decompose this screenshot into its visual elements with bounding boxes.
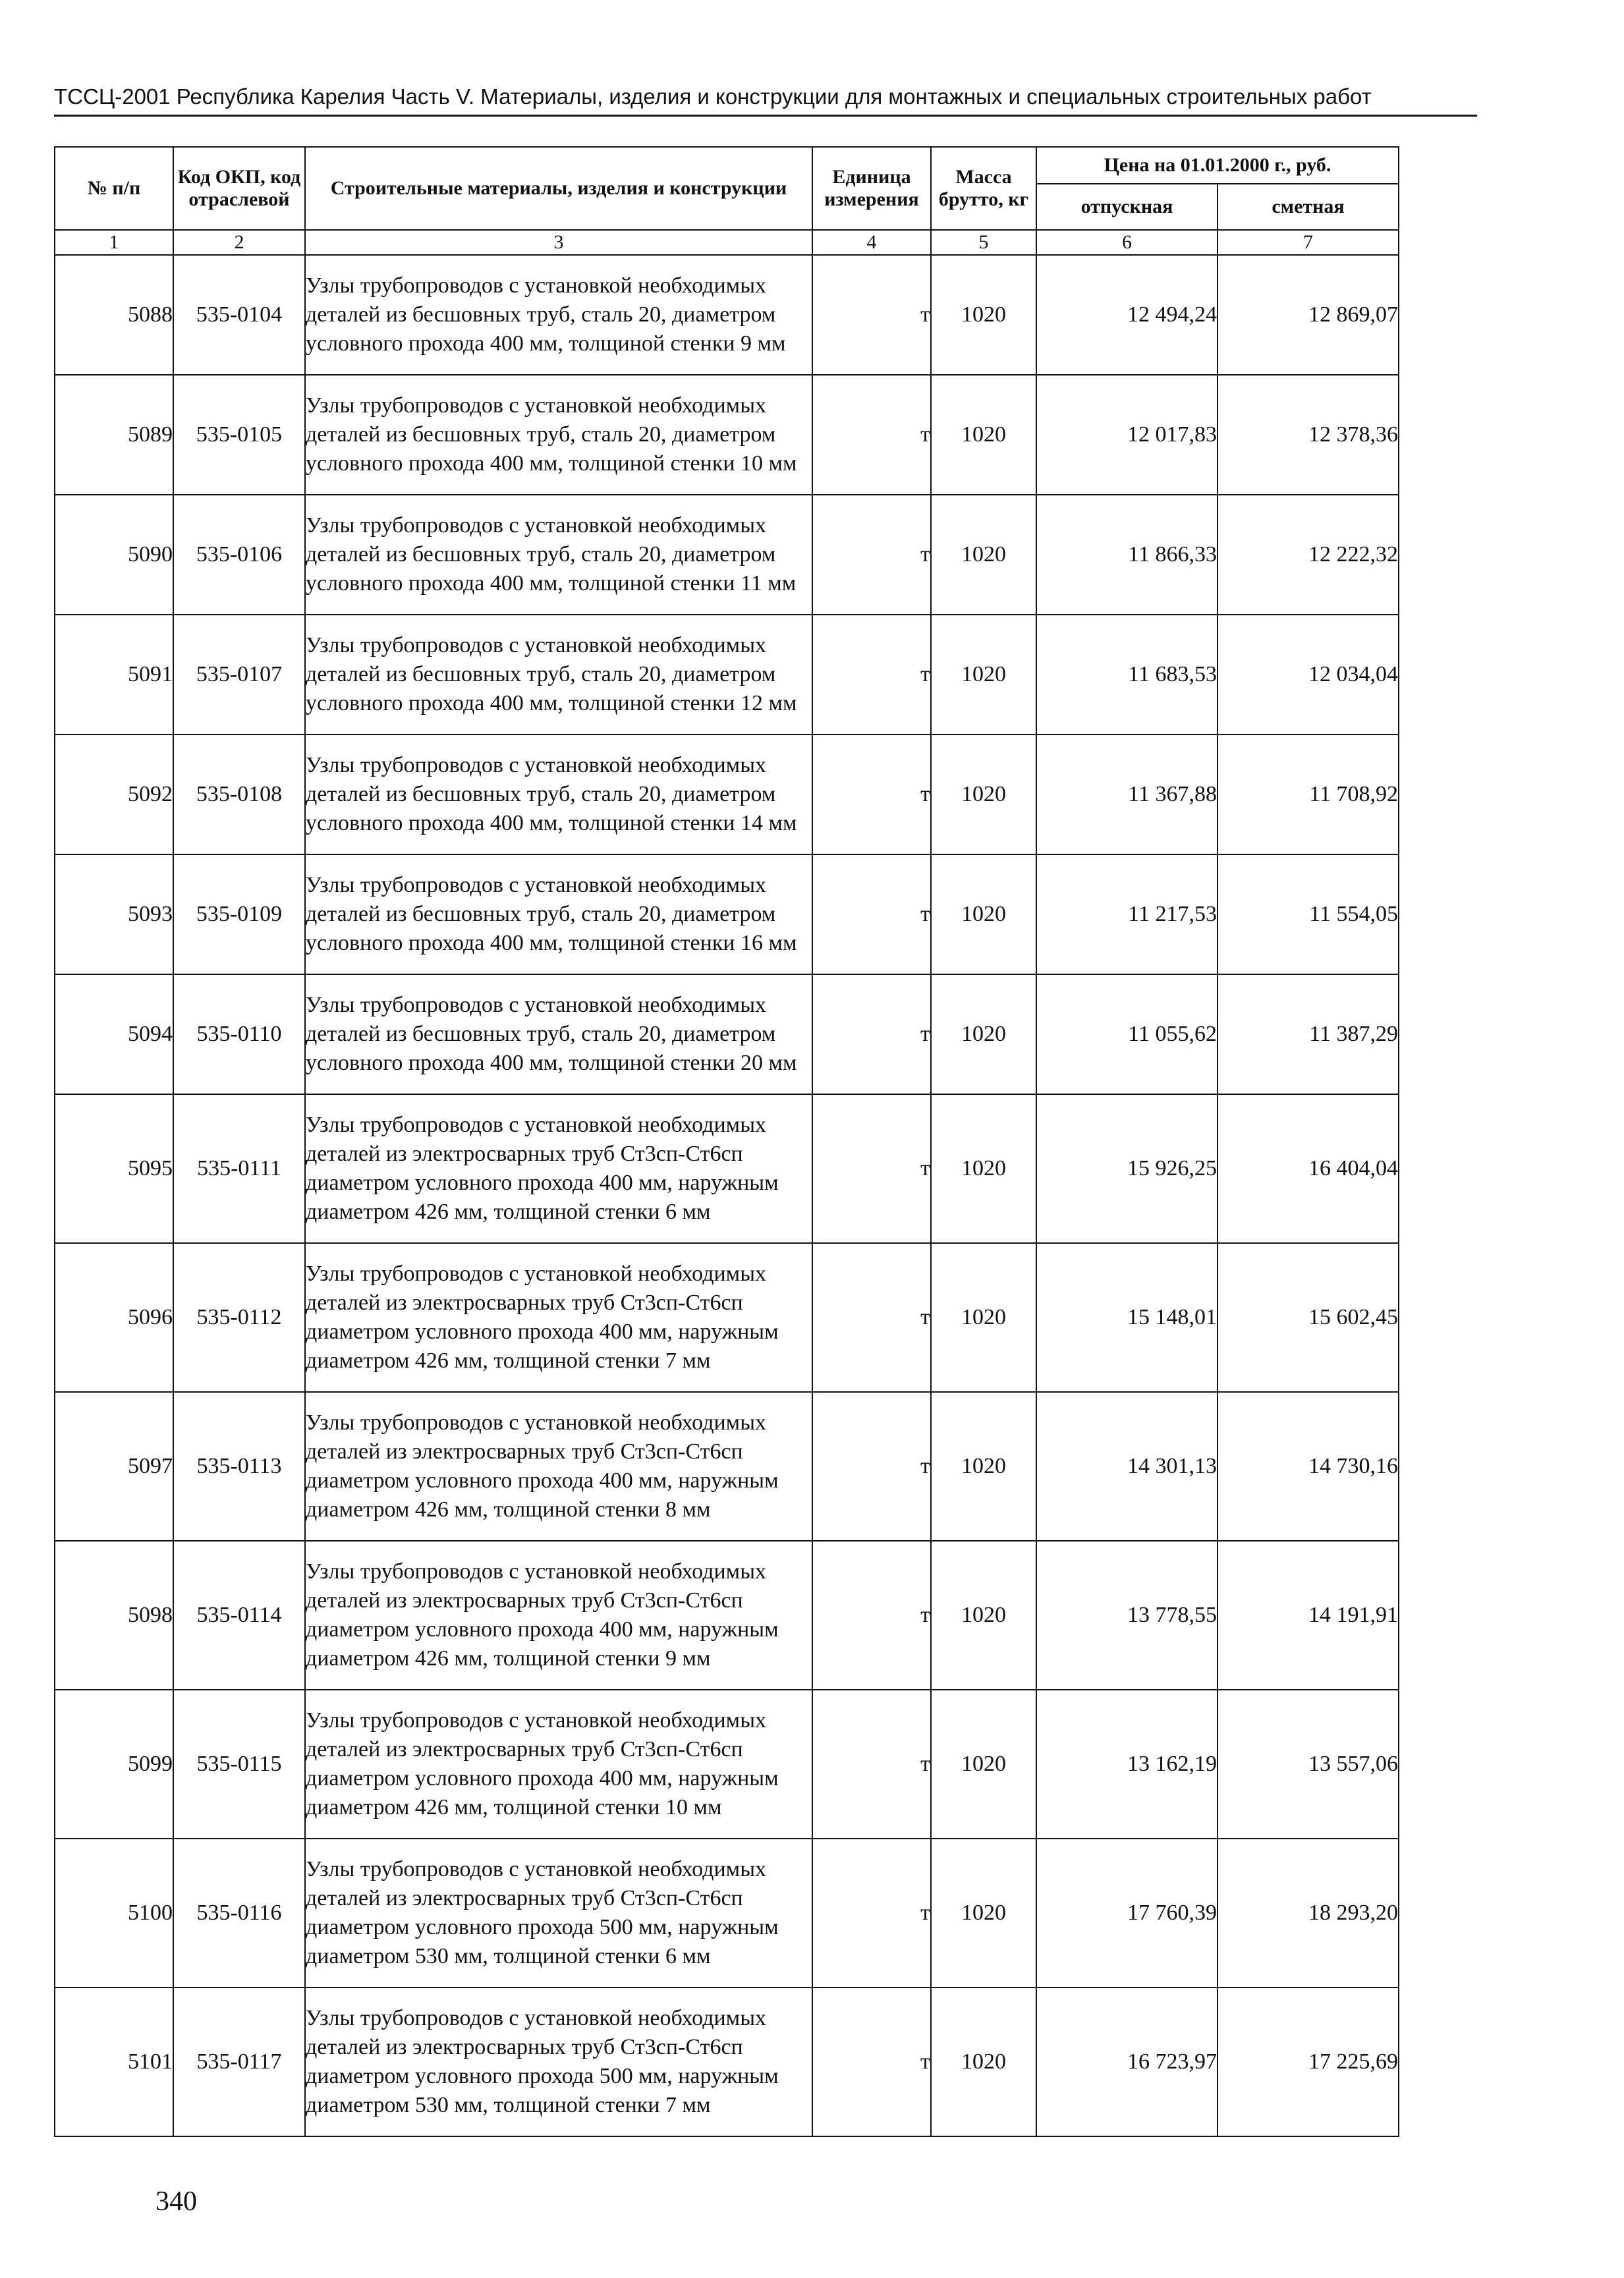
row-code: 535-0116 (173, 1839, 305, 1987)
row-mass: 1020 (931, 255, 1036, 375)
row-price-release: 12 017,83 (1036, 375, 1218, 495)
row-num: 5097 (55, 1392, 173, 1541)
column-number: 3 (305, 230, 812, 255)
row-description: Узлы трубопроводов с установкой необходимых деталей из бесшовных труб, сталь 20, диаметром условного прохода 400 мм, толщиной стенки 16 мм (305, 854, 812, 974)
row-mass: 1020 (931, 615, 1036, 735)
column-number: 7 (1218, 230, 1399, 255)
row-description: Узлы трубопроводов с установкой необходимых деталей из электросварных труб Ст3сп-Ст6сп диаметром условного прохода 400 мм, наружным диаметром 426 мм, толщиной стенки 10 мм (305, 1690, 812, 1839)
header-code: Код ОКП, код отраслевой (173, 147, 305, 230)
header-unit: Единица измерения (812, 147, 931, 230)
row-price-release: 14 301,13 (1036, 1392, 1218, 1541)
row-unit: т (812, 1839, 931, 1987)
row-description: Узлы трубопроводов с установкой необходимых деталей из бесшовных труб, сталь 20, диаметром условного прохода 400 мм, толщиной стенки 9 мм (305, 255, 812, 375)
row-price-release: 11 367,88 (1036, 735, 1218, 854)
row-price-estimate: 15 602,45 (1218, 1243, 1399, 1392)
row-description: Узлы трубопроводов с установкой необходимых деталей из электросварных труб Ст3сп-Ст6сп диаметром условного прохода 500 мм, наружным диаметром 530 мм, толщиной стенки 7 мм (305, 1987, 812, 2136)
row-price-estimate: 12 378,36 (1218, 375, 1399, 495)
row-mass: 1020 (931, 854, 1036, 974)
row-unit: т (812, 854, 931, 974)
header-name: Строительные материалы, изделия и конструкции (305, 147, 812, 230)
row-code: 535-0104 (173, 255, 305, 375)
row-unit: т (812, 1541, 931, 1690)
table-row (55, 1839, 1399, 1987)
table-row (55, 255, 1399, 375)
header-price-release: отпускная (1036, 184, 1218, 230)
row-unit: т (812, 615, 931, 735)
table-row (55, 854, 1399, 974)
row-unit: т (812, 375, 931, 495)
row-description: Узлы трубопроводов с установкой необходимых деталей из бесшовных труб, сталь 20, диаметром условного прохода 400 мм, толщиной стенки 14 мм (305, 735, 812, 854)
row-code: 535-0117 (173, 1987, 305, 2136)
table-row (55, 1541, 1399, 1690)
column-number: 5 (931, 230, 1036, 255)
row-mass: 1020 (931, 1094, 1036, 1243)
row-description: Узлы трубопроводов с установкой необходимых деталей из электросварных труб Ст3сп-Ст6сп диаметром условного прохода 400 мм, наружным диаметром 426 мм, толщиной стенки 8 мм (305, 1392, 812, 1541)
row-price-estimate: 16 404,04 (1218, 1094, 1399, 1243)
row-unit: т (812, 255, 931, 375)
row-num: 5095 (55, 1094, 173, 1243)
row-num: 5096 (55, 1243, 173, 1392)
row-price-estimate: 11 387,29 (1218, 974, 1399, 1094)
row-mass: 1020 (931, 1541, 1036, 1690)
row-price-release: 15 926,25 (1036, 1094, 1218, 1243)
row-price-estimate: 18 293,20 (1218, 1839, 1399, 1987)
row-price-release: 11 683,53 (1036, 615, 1218, 735)
row-price-estimate: 14 191,91 (1218, 1541, 1399, 1690)
row-unit: т (812, 735, 931, 854)
row-price-release: 12 494,24 (1036, 255, 1218, 375)
row-mass: 1020 (931, 974, 1036, 1094)
row-num: 5091 (55, 615, 173, 735)
table-row (55, 1243, 1399, 1392)
page-number: 340 (155, 2186, 197, 2217)
header-mass: Масса брутто, кг (931, 147, 1036, 230)
row-code: 535-0112 (173, 1243, 305, 1392)
column-number: 1 (55, 230, 173, 255)
row-price-release: 13 162,19 (1036, 1690, 1218, 1839)
table-row (55, 615, 1399, 735)
row-num: 5090 (55, 495, 173, 615)
row-num: 5093 (55, 854, 173, 974)
row-price-estimate: 14 730,16 (1218, 1392, 1399, 1541)
table-row (55, 1094, 1399, 1243)
row-code: 535-0105 (173, 375, 305, 495)
row-code: 535-0115 (173, 1690, 305, 1839)
row-num: 5101 (55, 1987, 173, 2136)
row-description: Узлы трубопроводов с установкой необходимых деталей из электросварных труб Ст3сп-Ст6сп диаметром условного прохода 500 мм, наружным диаметром 530 мм, толщиной стенки 6 мм (305, 1839, 812, 1987)
row-num: 5089 (55, 375, 173, 495)
row-price-estimate: 17 225,69 (1218, 1987, 1399, 2136)
row-mass: 1020 (931, 1987, 1036, 2136)
row-price-release: 15 148,01 (1036, 1243, 1218, 1392)
row-price-release: 13 778,55 (1036, 1541, 1218, 1690)
column-number: 6 (1036, 230, 1218, 255)
row-unit: т (812, 1243, 931, 1392)
row-description: Узлы трубопроводов с установкой необходимых деталей из электросварных труб Ст3сп-Ст6сп диаметром условного прохода 400 мм, наружным диаметром 426 мм, толщиной стенки 6 мм (305, 1094, 812, 1243)
row-num: 5094 (55, 974, 173, 1094)
row-num: 5098 (55, 1541, 173, 1690)
row-description: Узлы трубопроводов с установкой необходимых деталей из электросварных труб Ст3сп-Ст6сп диаметром условного прохода 400 мм, наружным диаметром 426 мм, толщиной стенки 7 мм (305, 1243, 812, 1392)
header-num: № п/п (55, 147, 173, 230)
row-code: 535-0111 (173, 1094, 305, 1243)
row-mass: 1020 (931, 1839, 1036, 1987)
header-price-estimate: сметная (1218, 184, 1399, 230)
row-num: 5088 (55, 255, 173, 375)
row-mass: 1020 (931, 1243, 1036, 1392)
column-number: 2 (173, 230, 305, 255)
row-code: 535-0114 (173, 1541, 305, 1690)
row-price-estimate: 12 034,04 (1218, 615, 1399, 735)
row-num: 5100 (55, 1839, 173, 1987)
table-row (55, 495, 1399, 615)
row-code: 535-0106 (173, 495, 305, 615)
table-row (55, 375, 1399, 495)
row-code: 535-0107 (173, 615, 305, 735)
page-header: ТССЦ-2001 Республика Карелия Часть V. Материалы, изделия и конструкции для монтажных и специальных строительных работ (54, 84, 1372, 109)
row-description: Узлы трубопроводов с установкой необходимых деталей из бесшовных труб, сталь 20, диаметром условного прохода 400 мм, толщиной стенки 20 мм (305, 974, 812, 1094)
row-description: Узлы трубопроводов с установкой необходимых деталей из электросварных труб Ст3сп-Ст6сп диаметром условного прохода 400 мм, наружным диаметром 426 мм, толщиной стенки 9 мм (305, 1541, 812, 1690)
row-code: 535-0113 (173, 1392, 305, 1541)
row-description: Узлы трубопроводов с установкой необходимых деталей из бесшовных труб, сталь 20, диаметром условного прохода 400 мм, толщиной стенки 10 мм (305, 375, 812, 495)
table-row (55, 735, 1399, 854)
row-price-release: 11 055,62 (1036, 974, 1218, 1094)
row-mass: 1020 (931, 495, 1036, 615)
row-unit: т (812, 1987, 931, 2136)
header-price-group: Цена на 01.01.2000 г., руб. (1036, 147, 1399, 184)
row-price-estimate: 12 869,07 (1218, 255, 1399, 375)
row-unit: т (812, 495, 931, 615)
row-description: Узлы трубопроводов с установкой необходимых деталей из бесшовных труб, сталь 20, диаметром условного прохода 400 мм, толщиной стенки 11 мм (305, 495, 812, 615)
header-rule (54, 115, 1477, 117)
table-row (55, 974, 1399, 1094)
table-row (55, 1987, 1399, 2136)
row-price-estimate: 11 554,05 (1218, 854, 1399, 974)
row-code: 535-0110 (173, 974, 305, 1094)
row-price-release: 11 217,53 (1036, 854, 1218, 974)
table-row (55, 1392, 1399, 1541)
row-code: 535-0109 (173, 854, 305, 974)
row-price-release: 11 866,33 (1036, 495, 1218, 615)
table-row (55, 1690, 1399, 1839)
row-mass: 1020 (931, 1690, 1036, 1839)
row-unit: т (812, 1690, 931, 1839)
column-number: 4 (812, 230, 931, 255)
row-num: 5099 (55, 1690, 173, 1839)
row-mass: 1020 (931, 375, 1036, 495)
row-price-release: 17 760,39 (1036, 1839, 1218, 1987)
row-unit: т (812, 1392, 931, 1541)
row-price-estimate: 11 708,92 (1218, 735, 1399, 854)
row-mass: 1020 (931, 735, 1036, 854)
row-price-estimate: 13 557,06 (1218, 1690, 1399, 1839)
price-table (54, 146, 1399, 2137)
row-description: Узлы трубопроводов с установкой необходимых деталей из бесшовных труб, сталь 20, диаметром условного прохода 400 мм, толщиной стенки 12 мм (305, 615, 812, 735)
row-num: 5092 (55, 735, 173, 854)
row-mass: 1020 (931, 1392, 1036, 1541)
row-unit: т (812, 1094, 931, 1243)
row-unit: т (812, 974, 931, 1094)
row-price-estimate: 12 222,32 (1218, 495, 1399, 615)
row-price-release: 16 723,97 (1036, 1987, 1218, 2136)
row-code: 535-0108 (173, 735, 305, 854)
